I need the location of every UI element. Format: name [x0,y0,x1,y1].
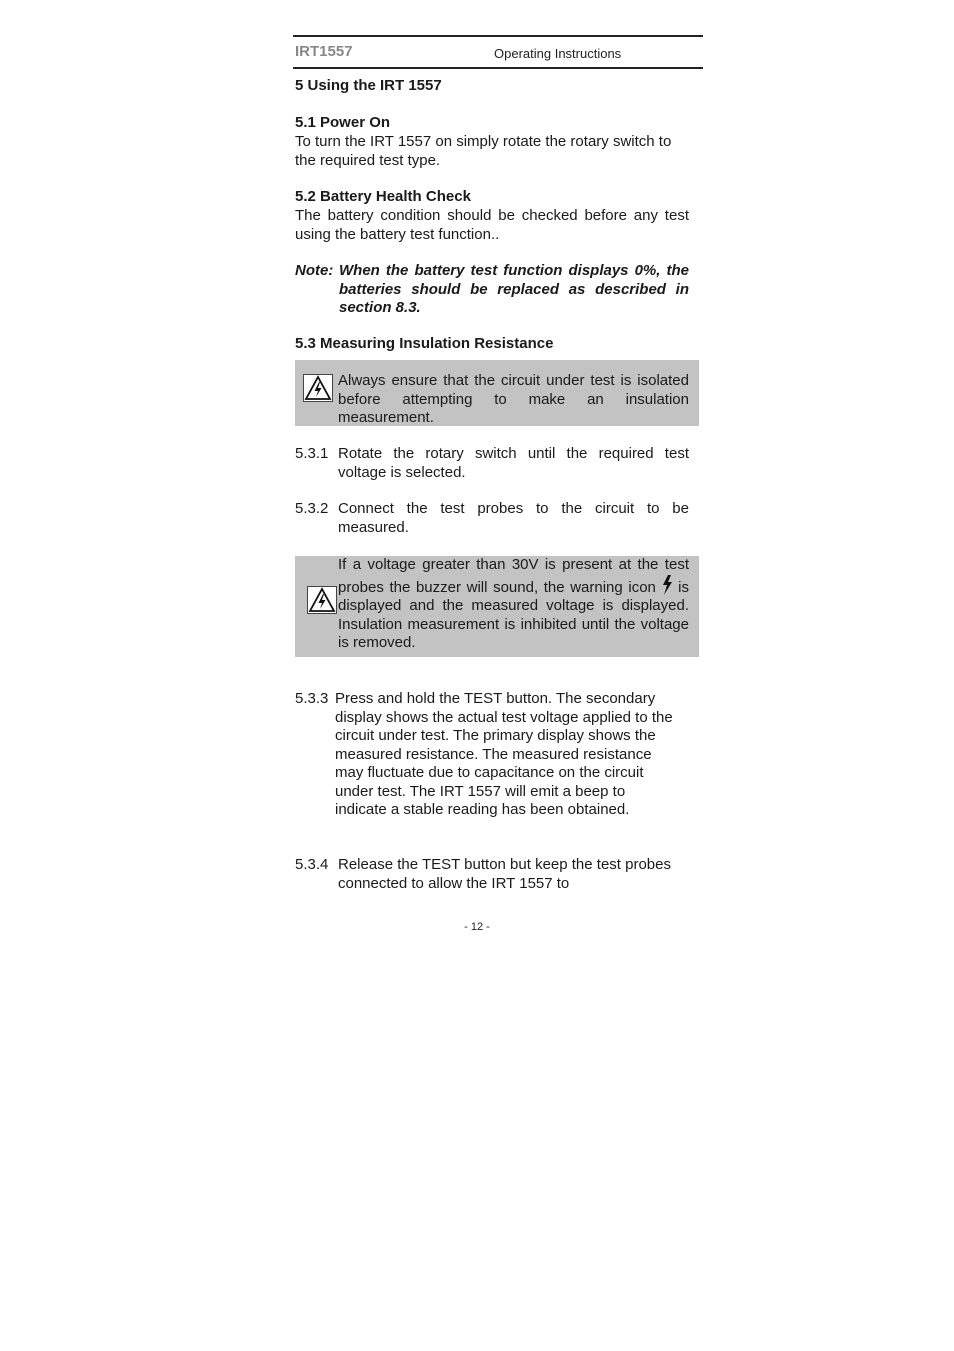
battery-note [295,262,689,318]
step-text: Rotate the rotary switch until the required test voltage is selected. [338,445,689,481]
isolation-warning-box [295,360,699,426]
section-5-heading: 5 Using the IRT 1557 [295,77,442,94]
step-text: Press and hold the TEST button. The secondary display shows the actual test voltage applied to the circuit under test. The primary display shows the measured resistance. The measured resistance may fluctuate due to capacitance on the circuit under test. The IRT 1557 will emit a beep to indicate a stable reading has been obtained. [335,690,673,818]
high-voltage-warning-icon [303,374,333,402]
step-text: Release the TEST button but keep the test probes connected to allow the IRT 1557 to [338,856,671,892]
step-number: 5.3.2 [295,500,329,517]
step-5-3-2 [295,500,689,537]
page-header [293,35,703,69]
document-title: Operating Instructions [494,46,622,61]
isolation-warning-text: Always ensure that the circuit under test is isolated before attempting to make an insulation measurement. [338,372,689,426]
section-5-2-body: The battery condition should be checked before any test using the battery test function.. [295,207,689,243]
note-label: Note: [295,262,334,279]
section-5-2-heading: 5.2 Battery Health Check [295,188,471,205]
voltage-warning-box [295,556,699,657]
section-5-1-body: To turn the IRT 1557 on simply rotate the rotary switch to the required test type. [295,133,672,169]
model-name: IRT1557 [295,43,353,60]
lightning-bolt-icon [662,575,673,595]
voltage-warning-text [338,556,689,653]
warning-text-before: If a voltage greater than 30V is present at the test probes the buzzer will sound, the warning icon [338,556,689,596]
step-number: 5.3.3 [295,690,329,707]
step-number: 5.3.4 [295,856,329,873]
high-voltage-warning-icon [307,586,337,614]
note-text: When the battery test function displays 0%, the batteries should be replaced as described in section 8.3. [339,262,689,316]
step-number: 5.3.1 [295,445,329,462]
step-text: Connect the test probes to the circuit to be measured. [338,500,689,536]
step-5-3-1 [295,445,689,482]
section-5-1-heading: 5.1 Power On [295,114,391,131]
step-5-3-3 [295,690,681,820]
page-number: - 12 - [464,921,490,933]
step-5-3-4 [295,856,681,893]
warning-text-after: is displayed and the measured voltage is displayed. Insulation measurement is inhibited until the voltage is removed. [338,578,690,651]
section-5-3-heading: 5.3 Measuring Insulation Resistance [295,335,554,352]
